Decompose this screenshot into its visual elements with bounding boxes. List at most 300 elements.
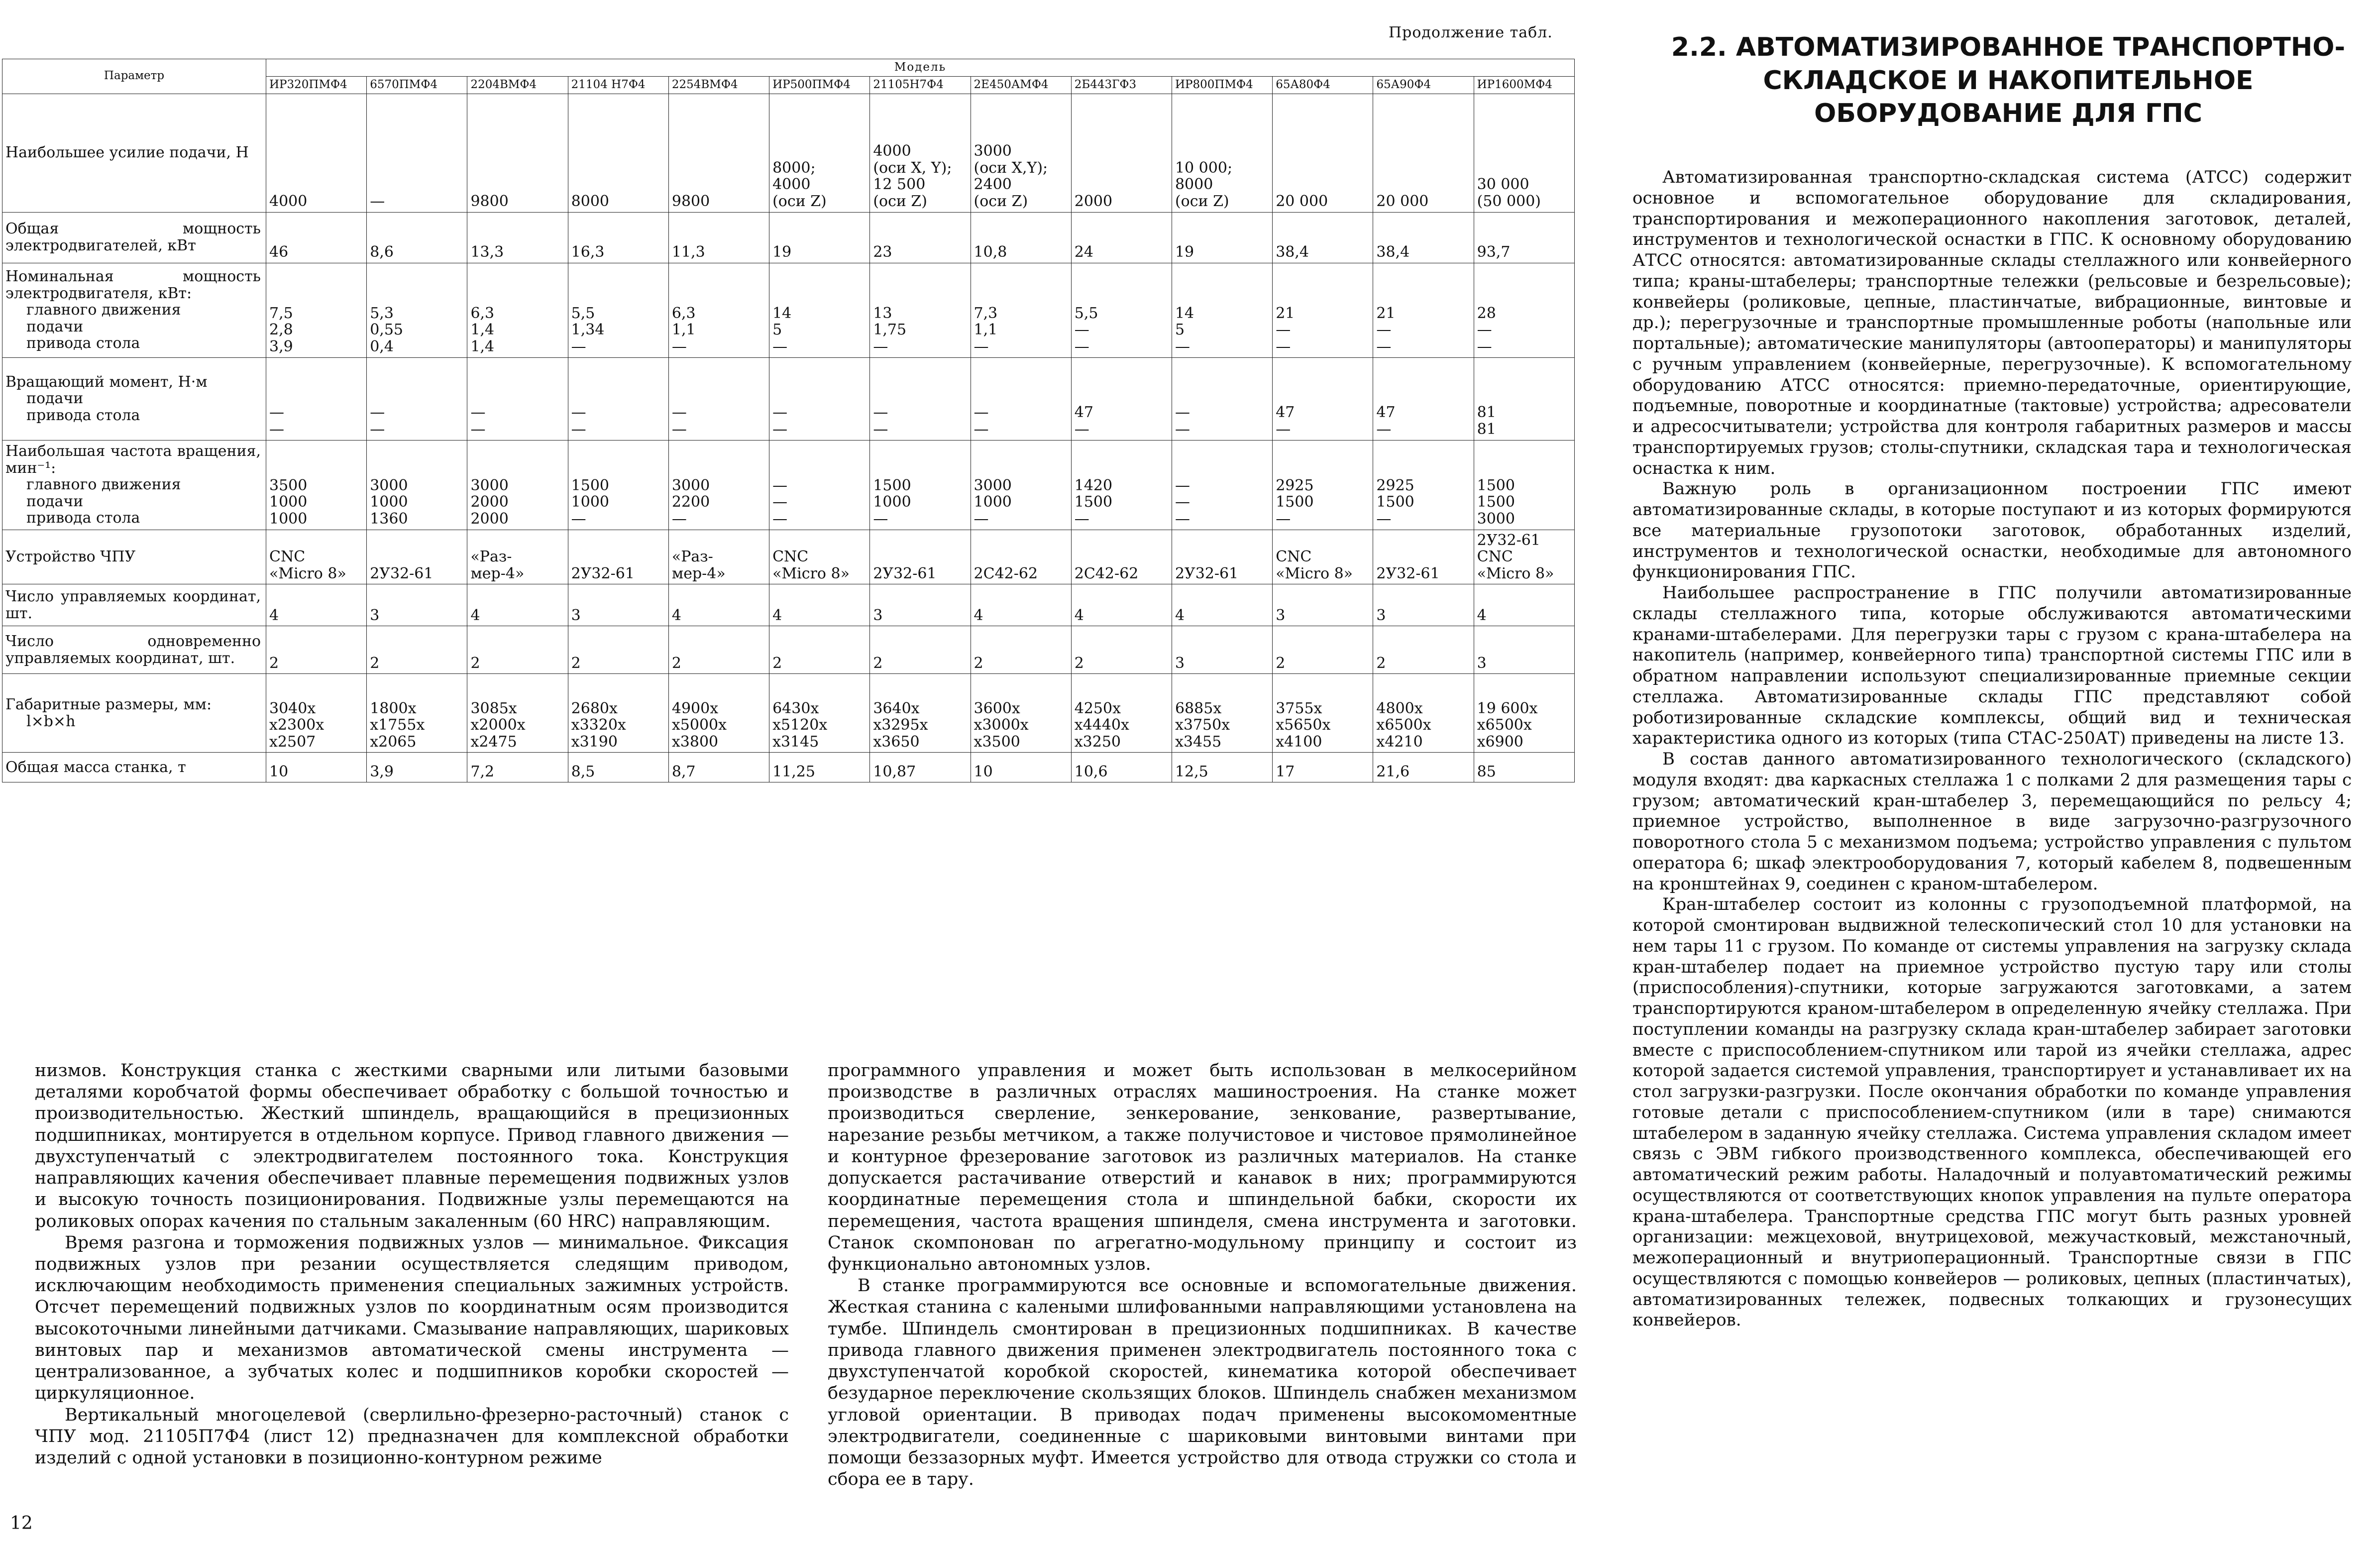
value-line: 2	[571, 654, 581, 672]
value-line: 1500	[1477, 476, 1515, 494]
value-line: 2	[772, 654, 782, 672]
value-line: (оси Z)	[1175, 192, 1229, 210]
value-cell	[1172, 94, 1272, 212]
paragraph: программного управления и может быть использован в мелкосерийном производстве в различных отраслях машиностроения. На станке может производиться сверление, зенкерование, зенкование, развертывание, нарезание резьбы метчиком, а также получистовое и чистовое прямолинейное и контурное фрезерование заготовок из различных материалов. На станке допускается растачивание отверстий и канавок в них; программируются координатные перемещения стола и шпиндельной бабки, скорости их перемещения, частота вращения шпинделя, смена инструмента и заготовки. Станок скомпонован по агрегатно-модульному принципу и состоит из функционально автономных узлов.	[828, 1061, 1577, 1274]
value-line: —	[370, 404, 385, 422]
value-line: 5	[772, 321, 782, 339]
value-line: CNC	[1477, 548, 1513, 566]
value-line: 7,5	[269, 304, 293, 322]
value-line: 1360	[370, 510, 408, 528]
value-line: —	[1175, 493, 1190, 511]
value-cell	[467, 357, 568, 440]
value-line: 3000	[671, 476, 710, 494]
value-line: 6430x	[772, 699, 819, 717]
value-line: —	[571, 510, 586, 528]
param-label: Габаритные размеры, мм:	[5, 696, 212, 714]
value-line: —	[1175, 337, 1190, 355]
value-line: —	[772, 420, 788, 438]
value-cell	[1071, 263, 1172, 357]
value-line: —	[1376, 510, 1392, 528]
paragraph: Автоматизированная транспортно-складская система (АТСС) содержит основное и вспомогательное оборудование для складирования, транспортирования и межоперационного накопления заготовок, деталей, инструментов и технологической оснастки в ГПС. К основному оборудованию АТСС относятся: автоматизированные склады стеллажного или конвейерного типа; краны-штабелеры; транспортные тележки (рельсовые и безрельсовые); конвейеры (роликовые, цепные, пластинчатые, вибрационные, винтовые и др.); перегрузочные и транспортные промышленные роботы (напольные или портальные); автоматические манипуляторы (автооператоры) и манипуляторы с ручным управлением (конвейерные, перегрузочные). К вспомогательному оборудованию АТСС относятся: приемно-передаточные, ориентирующие, подъемные, поворотные и координатные (тактовые) устройства; адресователи и адресосчитыватели; устройства для контроля габаритных размеров и массы транспортируемых грузов; столы-спутники, складская тара и технологическая оснастка к ним.	[1632, 167, 2352, 478]
param-label: Номинальная мощность электродвигателя, кВт:	[5, 268, 261, 302]
value-line: —	[1175, 404, 1190, 422]
value-cell	[668, 530, 769, 584]
value-cell	[467, 626, 568, 674]
value-line: —	[571, 337, 586, 355]
param-label: Общая мощность электродвигателей, кВт	[5, 220, 261, 254]
value-cell	[266, 584, 367, 626]
value-line: 10 000;	[1175, 159, 1233, 177]
model-header-cell: 6570ПМФ4	[367, 76, 467, 94]
value-cell	[668, 753, 769, 782]
value-cell	[1474, 94, 1574, 212]
value-cell	[467, 753, 568, 782]
value-line: 1,75	[873, 321, 907, 339]
value-line: 2С42-62	[1074, 564, 1139, 582]
value-line: 2	[1376, 654, 1386, 672]
value-cell	[1273, 626, 1373, 674]
value-cell	[568, 263, 668, 357]
value-line: x3320x	[571, 716, 626, 734]
value-line: 1000	[269, 510, 308, 528]
value-cell	[266, 94, 367, 212]
value-line: 10,8	[974, 243, 1007, 261]
value-line: x4210	[1376, 733, 1423, 751]
value-cell	[870, 626, 971, 674]
value-cell	[971, 530, 1071, 584]
paragraph: Вертикальный многоцелевой (сверлильно-фрезерно-расточный) станок с ЧПУ мод. 21105П7Ф4 (лист 12) предназначен для комплексной обработки изделий с одной установки в позиционно-контурном режиме	[35, 1405, 789, 1468]
value-cell	[870, 263, 971, 357]
value-line: —	[1175, 420, 1190, 438]
value-line: 2	[1074, 654, 1084, 672]
table-row	[2, 440, 1575, 530]
section-title-line: ОБОРУДОВАНИЕ ДЛЯ ГПС	[1814, 99, 2202, 129]
value-line: 1500	[571, 476, 610, 494]
value-line: 21,6	[1376, 763, 1410, 780]
value-cell	[1373, 440, 1474, 530]
value-cell	[971, 584, 1071, 626]
value-line: «Micro 8»	[1477, 564, 1554, 582]
value-line: 81	[1477, 404, 1496, 422]
value-line: 5	[1175, 321, 1185, 339]
value-line: x3750x	[1175, 716, 1230, 734]
value-cell	[668, 674, 769, 753]
value-line: 2У32-61	[1175, 564, 1239, 582]
value-line: —	[370, 420, 385, 438]
value-line: 3	[1175, 654, 1185, 672]
value-line: 2С42-62	[974, 564, 1038, 582]
value-line: x1755x	[370, 716, 425, 734]
param-cell	[2, 584, 266, 626]
param-cell	[2, 626, 266, 674]
value-cell	[1172, 263, 1272, 357]
value-cell	[367, 674, 467, 753]
value-line: 81	[1477, 420, 1496, 438]
value-cell	[1071, 357, 1172, 440]
value-cell	[1474, 753, 1574, 782]
value-line: 46	[269, 243, 289, 261]
value-line: 3000	[974, 142, 1012, 160]
value-line: 9800	[671, 192, 710, 210]
value-line: 4	[1074, 606, 1084, 624]
value-cell	[367, 212, 467, 263]
model-header-cell: 65А90Ф4	[1373, 76, 1474, 94]
value-line: 2У32-61	[873, 564, 937, 582]
value-line: —	[671, 420, 687, 438]
value-line: «Micro 8»	[269, 564, 346, 582]
value-cell	[1273, 440, 1373, 530]
value-cell	[1172, 212, 1272, 263]
value-line: 3,9	[370, 763, 394, 780]
value-cell	[971, 94, 1071, 212]
value-cell	[1273, 753, 1373, 782]
param-sublabel: подачи	[26, 390, 84, 408]
value-cell	[1373, 263, 1474, 357]
value-line: 6,3	[671, 304, 696, 322]
value-line: 0,55	[370, 321, 404, 339]
value-cell	[367, 753, 467, 782]
value-line: 4250x	[1074, 699, 1121, 717]
value-line: —	[269, 404, 284, 422]
value-cell	[1474, 357, 1574, 440]
value-line: 5,5	[1074, 304, 1098, 322]
value-cell	[568, 357, 668, 440]
value-cell	[1071, 674, 1172, 753]
value-line: 2	[873, 654, 883, 672]
value-line: —	[772, 476, 788, 494]
value-line: 30 000	[1477, 176, 1529, 194]
value-cell	[1373, 753, 1474, 782]
value-line: 3640x	[873, 699, 920, 717]
param-cell	[2, 674, 266, 753]
param-sublabel: привода стола	[26, 406, 140, 424]
value-line: 38,4	[1276, 243, 1309, 261]
value-cell	[870, 530, 971, 584]
value-cell	[1474, 263, 1574, 357]
value-cell	[769, 440, 870, 530]
value-cell	[568, 94, 668, 212]
value-cell	[668, 440, 769, 530]
value-line: —	[470, 404, 486, 422]
value-line: «Раз-	[671, 548, 713, 566]
middle-column-text	[828, 1060, 1577, 1490]
table-row	[2, 263, 1575, 357]
value-line: 14	[1175, 304, 1194, 322]
value-cell	[1273, 212, 1373, 263]
param-sublabel: подачи	[26, 318, 84, 335]
value-line: 38,4	[1376, 243, 1410, 261]
value-line: 7,2	[470, 763, 495, 780]
value-line: 3	[1477, 654, 1487, 672]
value-line: CNC	[1276, 548, 1312, 566]
value-cell	[367, 584, 467, 626]
value-line: «Micro 8»	[772, 564, 850, 582]
model-header-cell: 2204ВМФ4	[467, 76, 568, 94]
value-cell	[1474, 674, 1574, 753]
table-row	[2, 626, 1575, 674]
section-title-line: СКЛАДСКОЕ И НАКОПИТЕЛЬНОЕ	[1763, 65, 2254, 96]
value-cell	[266, 212, 367, 263]
value-line: —	[1376, 321, 1392, 339]
value-cell	[1071, 530, 1172, 584]
value-cell	[870, 440, 971, 530]
value-cell	[568, 626, 668, 674]
value-cell	[367, 263, 467, 357]
value-line: 1500	[873, 476, 911, 494]
value-line: 16,3	[571, 243, 605, 261]
value-line: 1000	[974, 493, 1012, 511]
value-line: 3000	[370, 476, 408, 494]
param-cell	[2, 440, 266, 530]
value-line: 3	[571, 606, 581, 624]
param-label: Число одновременно управляемых координат, шт.	[5, 633, 261, 667]
value-line: —	[1074, 420, 1089, 438]
value-line: 1000	[873, 493, 911, 511]
value-line: —	[571, 420, 586, 438]
value-line: 2	[974, 654, 983, 672]
value-line: 3000	[1477, 510, 1515, 528]
param-label: Общая масса станка, т	[5, 758, 186, 776]
value-line: x6500x	[1477, 716, 1532, 734]
paragraph: В станке программируются все основные и вспомогательные движения. Жесткая станина с калеными шлифованными направляющими установлена на тумбе. Шпиндель смонтирован в прецизионных подшипниках. В качестве привода главного движения применен электродвигатель постоянного тока с двухступенчатой коробкой скоростей, кинематика которой обеспечивает безударное переключение скользящих блоков. Шпиндель снабжен механизмом угловой ориентации. В приводах подач применены высокомоментные электродвигатели, соединенные с шариковыми винтовыми винтами при помощи беззазорных муфт. Имеется устройство для отвода стружки со стола и сбора ее в тару.	[828, 1276, 1577, 1490]
value-line: 6,3	[470, 304, 495, 322]
value-line: x5650x	[1276, 716, 1331, 734]
param-label: Наибольшая частота вращения, мин⁻¹:	[5, 442, 261, 477]
value-cell	[266, 263, 367, 357]
value-cell	[1071, 626, 1172, 674]
value-line: —	[1074, 510, 1089, 528]
table-row	[2, 584, 1575, 626]
value-line: 2925	[1276, 476, 1314, 494]
value-line: 11,3	[671, 243, 705, 261]
value-cell	[1071, 212, 1172, 263]
value-line: 19	[772, 243, 792, 261]
value-line: мер-4»	[671, 564, 726, 582]
value-line: 10,87	[873, 763, 916, 780]
value-line: —	[571, 404, 586, 422]
table-row	[2, 530, 1575, 584]
value-cell	[769, 263, 870, 357]
value-line: 21	[1276, 304, 1295, 322]
value-line: 4000	[772, 176, 811, 194]
value-line: 2У32-61	[1477, 531, 1540, 549]
value-cell	[971, 357, 1071, 440]
value-cell	[1172, 440, 1272, 530]
value-line: —	[873, 510, 888, 528]
value-line: CNC	[269, 548, 306, 566]
param-cell	[2, 753, 266, 782]
value-line: x2300x	[269, 716, 325, 734]
param-cell	[2, 94, 266, 212]
model-header-cell: 65А80Ф4	[1273, 76, 1373, 94]
value-line: 2680x	[571, 699, 618, 717]
value-cell	[1071, 584, 1172, 626]
value-line: 2У32-61	[370, 564, 433, 582]
value-line: —	[1477, 337, 1492, 355]
value-cell	[1474, 212, 1574, 263]
value-line: —	[1477, 321, 1492, 339]
value-cell	[870, 674, 971, 753]
param-sublabel: главного движения	[26, 476, 181, 494]
value-line: 4	[974, 606, 983, 624]
value-line: —	[671, 510, 687, 528]
value-cell	[1071, 440, 1172, 530]
value-line: 2925	[1376, 476, 1414, 494]
value-cell	[971, 440, 1071, 530]
value-line: 20 000	[1376, 192, 1429, 210]
value-line: 1000	[370, 493, 408, 511]
value-cell	[1373, 626, 1474, 674]
value-line: x3190	[571, 733, 618, 751]
value-line: x2065	[370, 733, 417, 751]
param-label: Вращающий момент, Н·м	[5, 373, 208, 391]
paragraph: низмов. Конструкция станка с жесткими сварными или литыми базовыми деталями коробчатой формы обеспечивает обработку с большой точностью и производительностью. Жесткий шпиндель, вращающийся в прецизионных подшипниках, монтируется в отдельном корпусе. Привод главного движения — двухступенчатый с электродвигателем постоянного тока. Конструкция направляющих качения обеспечивает плавные перемещения подвижных узлов и высокую точность позиционирования. Подвижные узлы перемещаются на роликовых опорах качения по стальным закаленным (60 HRC) направляющим.	[35, 1061, 789, 1231]
value-cell	[367, 357, 467, 440]
model-header-cell: ИР800ПМФ4	[1172, 76, 1272, 94]
value-line: 12,5	[1175, 763, 1208, 780]
value-cell	[266, 753, 367, 782]
value-line: 4	[671, 606, 681, 624]
value-cell	[769, 674, 870, 753]
right-column-text	[1632, 167, 2352, 1331]
value-line: x3145	[772, 733, 819, 751]
value-cell	[769, 753, 870, 782]
value-cell	[266, 674, 367, 753]
value-line: «Раз-	[470, 548, 512, 566]
table-row	[2, 94, 1575, 212]
value-line: —	[1175, 476, 1190, 494]
value-line: 2	[671, 654, 681, 672]
value-cell	[1273, 584, 1373, 626]
value-line: 3000	[974, 476, 1012, 494]
value-line: 4000	[873, 142, 911, 160]
value-cell	[568, 530, 668, 584]
value-line: 2	[470, 654, 480, 672]
model-header-cell: 21105Н7Ф4	[870, 76, 971, 94]
value-cell	[1273, 674, 1373, 753]
value-line: 93,7	[1477, 243, 1511, 261]
value-line: 28	[1477, 304, 1496, 322]
param-label: Устройство ЧПУ	[5, 548, 136, 566]
value-cell	[668, 94, 769, 212]
value-line: —	[873, 420, 888, 438]
value-cell	[668, 212, 769, 263]
value-cell	[266, 626, 367, 674]
value-line: 47	[1376, 404, 1396, 422]
param-label: Число управляемых координат, шт.	[5, 588, 261, 622]
value-line: x3500	[974, 733, 1020, 751]
value-line: 1500	[1276, 493, 1314, 511]
value-line: 2400	[974, 176, 1012, 194]
value-line: (оси Z)	[974, 192, 1028, 210]
value-cell	[467, 530, 568, 584]
value-cell	[1373, 530, 1474, 584]
value-line: 3500	[269, 476, 308, 494]
value-line: 1,34	[571, 321, 605, 339]
value-line: x5120x	[772, 716, 828, 734]
value-cell	[367, 530, 467, 584]
value-cell	[870, 753, 971, 782]
value-line: —	[873, 404, 888, 422]
page-number: 12	[10, 1513, 33, 1534]
param-cell	[2, 357, 266, 440]
value-line: 13	[873, 304, 892, 322]
value-line: x3000x	[974, 716, 1029, 734]
value-line: 0,4	[370, 337, 394, 355]
value-line: 6885x	[1175, 699, 1222, 717]
value-cell	[568, 674, 668, 753]
model-header-cell: ИР320ПМФ4	[266, 76, 367, 94]
paragraph: Наибольшее распространение в ГПС получили автоматизированные склады стеллажного типа, которые обслуживаются автоматическими кранами-штабелерами. Для перегрузки тары с грузом с крана-штабелера на накопитель (например, конвейерного типа) транспортной системы ГПС или в обратном направлении используют специализированные приемные секции стеллажа. Автоматизированные склады ГПС представляют собой роботизированные складские комплексы, общий вид и техническая характеристика одного из которых (типа СТАС-250АТ) приведены на листе 13.	[1632, 583, 2352, 749]
value-cell	[467, 440, 568, 530]
value-cell	[971, 753, 1071, 782]
value-line: 2000	[470, 510, 509, 528]
value-line: 24	[1074, 243, 1093, 261]
value-cell	[1373, 674, 1474, 753]
paragraph: Важную роль в организационном построении ГПС имеют автоматизированные склады, в которые поступают и из которых формируются все материальные грузопотоки заготовок, обработанных изделий, инструментов и технологической оснастки, необходимые для автономного функционирования ГПС.	[1632, 479, 2352, 582]
value-line: 2	[269, 654, 279, 672]
value-line: 21	[1376, 304, 1396, 322]
value-line: 4900x	[671, 699, 719, 717]
value-cell	[668, 626, 769, 674]
value-cell	[1474, 530, 1574, 584]
param-cell	[2, 263, 266, 357]
value-cell	[971, 674, 1071, 753]
value-line: (оси Z)	[772, 192, 827, 210]
value-line: 4800x	[1376, 699, 1423, 717]
value-line: 20 000	[1276, 192, 1328, 210]
value-cell	[1172, 530, 1272, 584]
value-line: 3,9	[269, 337, 293, 355]
value-line: CNC	[772, 548, 809, 566]
value-line: x4100	[1276, 733, 1322, 751]
value-line: 7,3	[974, 304, 998, 322]
value-line: 3	[370, 606, 380, 624]
param-sublabel: главного движения	[26, 301, 181, 319]
value-cell	[1172, 674, 1272, 753]
value-cell	[1474, 626, 1574, 674]
value-line: —	[370, 192, 385, 210]
value-line: 3600x	[974, 699, 1020, 717]
value-line: 2	[370, 654, 380, 672]
param-header: Параметр	[2, 59, 266, 94]
value-cell	[870, 357, 971, 440]
value-line: мер-4»	[470, 564, 525, 582]
value-cell	[467, 584, 568, 626]
value-line: 1000	[269, 493, 308, 511]
value-cell	[971, 263, 1071, 357]
value-cell	[1172, 753, 1272, 782]
value-cell	[266, 530, 367, 584]
value-cell	[971, 626, 1071, 674]
value-line: —	[772, 337, 788, 355]
value-line: —	[974, 420, 989, 438]
value-line: 4	[772, 606, 782, 624]
value-line: 5,5	[571, 304, 595, 322]
value-line: —	[671, 337, 687, 355]
value-cell	[769, 530, 870, 584]
value-line: 14	[772, 304, 792, 322]
value-cell	[870, 212, 971, 263]
value-line: 4	[269, 606, 279, 624]
value-cell	[568, 440, 668, 530]
value-line: 17	[1276, 763, 1295, 780]
value-cell	[1172, 357, 1272, 440]
value-line: 13,3	[470, 243, 504, 261]
value-cell	[467, 94, 568, 212]
value-line: x6500x	[1376, 716, 1431, 734]
value-cell	[568, 212, 668, 263]
